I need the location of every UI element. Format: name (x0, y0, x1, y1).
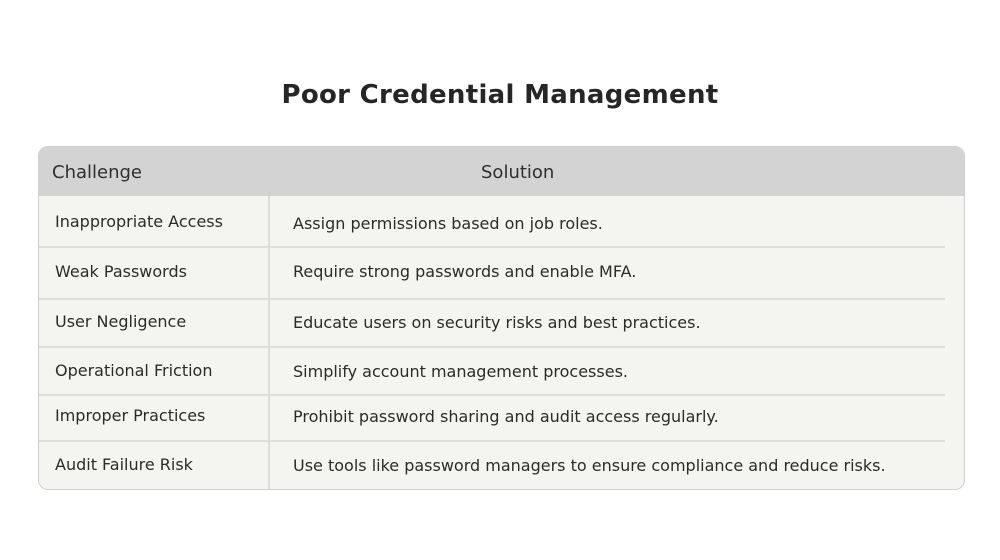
challenge-cell: Inappropriate Access (55, 212, 223, 231)
table-row (39, 442, 964, 490)
credential-table (38, 146, 965, 490)
solution-cell: Prohibit password sharing and audit access regularly. (293, 407, 719, 426)
table-row (39, 196, 964, 246)
page-title: Poor Credential Management (281, 80, 719, 110)
table-header (39, 147, 964, 196)
solution-cell: Educate users on security risks and best practices. (293, 313, 701, 332)
challenge-cell: Weak Passwords (55, 262, 187, 281)
challenge-cell: Improper Practices (55, 406, 206, 425)
table-row (39, 248, 964, 298)
header-solution: Solution (481, 162, 555, 183)
challenge-cell: Audit Failure Risk (55, 455, 193, 474)
solution-cell: Assign permissions based on job roles. (293, 214, 603, 233)
challenge-cell: Operational Friction (55, 361, 213, 380)
table-row (39, 396, 964, 440)
solution-cell: Require strong passwords and enable MFA. (293, 262, 637, 281)
challenge-cell: User Negligence (55, 312, 187, 331)
table-row (39, 300, 964, 346)
solution-cell: Simplify account management processes. (293, 362, 628, 381)
solution-cell: Use tools like password managers to ensure compliance and reduce risks. (293, 456, 886, 475)
table-row (39, 348, 964, 394)
header-challenge: Challenge (52, 162, 142, 183)
